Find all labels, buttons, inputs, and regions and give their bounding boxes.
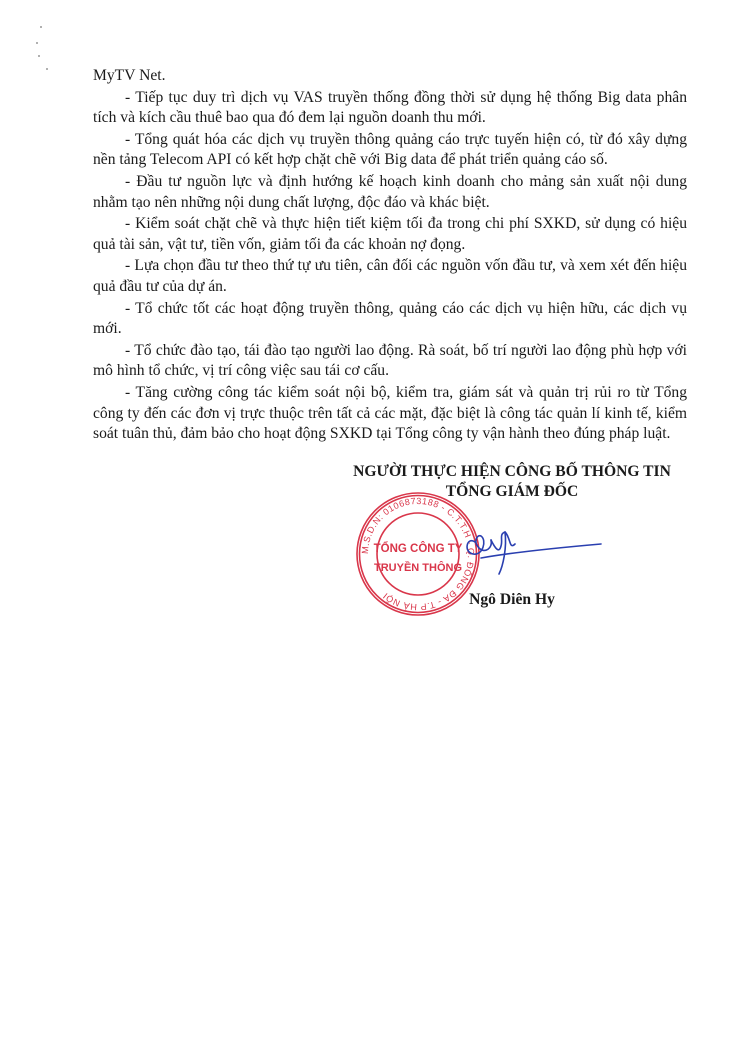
signer-role: NGƯỜI THỰC HIỆN CÔNG BỐ THÔNG TIN bbox=[353, 463, 671, 480]
paragraph: - Tăng cường công tác kiểm soát nội bộ, kiểm tra, giám sát và quản trị rủi ro từ Tổng công ty đến các đơn vị trực thuộc trên tất cả các mặt, đặc biệt là công tác quản lí kinh tế, kiểm soát tuân thủ, đảm bảo cho hoạt động SXKD tại Tổng công ty vận hành theo đúng pháp luật. bbox=[93, 383, 687, 443]
paragraph: MyTV Net. bbox=[93, 67, 166, 84]
paragraph: - Kiểm soát chặt chẽ và thực hiện tiết kiệm tối đa trong chi phí SXKD, sử dụng có hiệu quả tài sản, vật tư, tiền vốn, giảm tối đa các khoản nợ đọng. bbox=[93, 215, 687, 253]
paragraph: - Đầu tư nguồn lực và định hướng kế hoạch kinh doanh cho mảng sản xuất nội dung nhằm tạo nên những nội dung chất lượng, độc đáo và khác biệt. bbox=[93, 172, 687, 211]
body-text bbox=[93, 66, 687, 445]
paragraph: - Tổ chức tốt các hoạt động truyền thông, quảng cáo các dịch vụ hiện hữu, các dịch vụ mới. bbox=[93, 299, 687, 338]
paragraph: - Tổng quát hóa các dịch vụ truyền thông quảng cáo trực tuyến hiện có, từ đó xây dựng nền tảng Telecom API có kết hợp chặt chẽ với Big data để phát triển quảng cáo số. bbox=[93, 130, 687, 169]
seal-ring-text: M.S.D.N: 0106873188 - C.T.T.H - Q. ĐỐNG ĐA - T.P HÀ NỘI bbox=[359, 495, 477, 613]
seal-line-1: TỔNG CÔNG TY bbox=[373, 543, 463, 555]
paragraph: - Lựa chọn đầu tư theo thứ tự ưu tiên, cân đối các nguồn vốn đầu tư, và xem xét đến hiệu quả đầu tư của dự án. bbox=[93, 257, 687, 295]
seal-line-2: TRUYỀN THÔNG bbox=[374, 562, 462, 574]
paragraph: - Tiếp tục duy trì dịch vụ VAS truyền thống đồng thời sử dụng hệ thống Big data phân tích và kích cầu thuê bao qua đó đem lại nguồn doanh thu mới. bbox=[93, 88, 687, 127]
signer-title: TỔNG GIÁM ĐỐC bbox=[445, 483, 579, 500]
signer-name: Ngô Diên Hy bbox=[469, 591, 555, 608]
paragraph: - Tổ chức đào tạo, tái đào tạo người lao động. Rà soát, bố trí người lao động phù hợp với mô hình tổ chức, vị trí công việc sau tái cơ cấu. bbox=[93, 341, 687, 380]
handwritten-signature bbox=[455, 518, 605, 578]
